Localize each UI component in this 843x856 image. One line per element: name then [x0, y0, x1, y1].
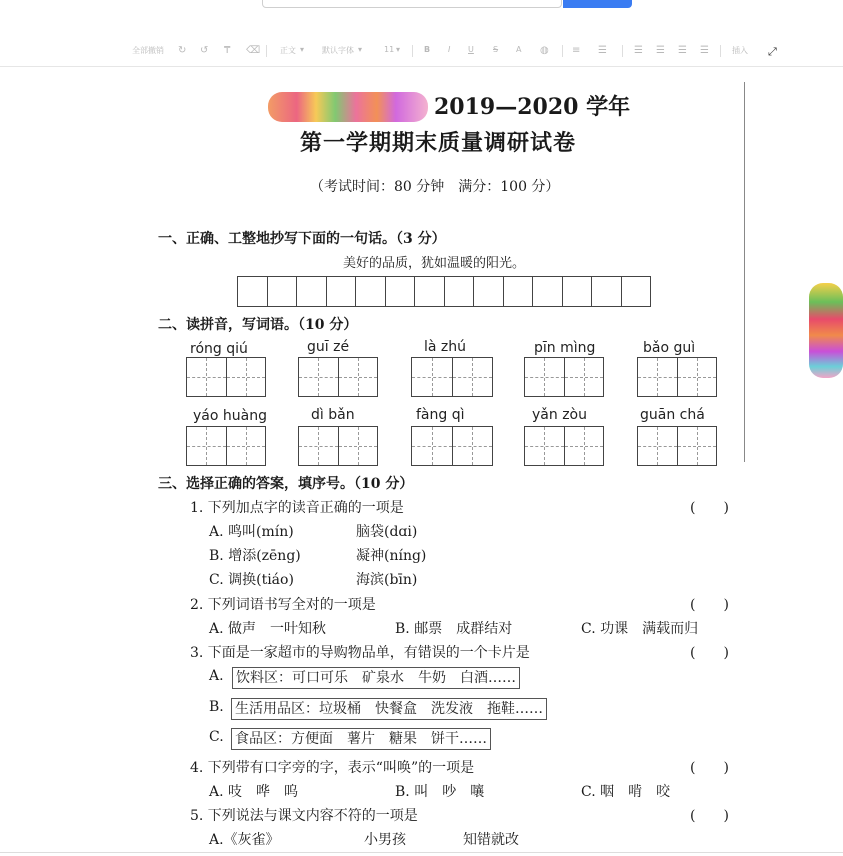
format-painter-icon[interactable]: ₸	[224, 45, 231, 56]
italic-button[interactable]: I	[448, 45, 451, 54]
pinyin-label: róng qiú	[190, 341, 248, 357]
strikethrough-button[interactable]: S	[493, 45, 499, 54]
pinyin-label: guī zé	[307, 339, 350, 355]
tianzige-box	[411, 357, 493, 397]
question-1: 1. 下列加点字的读音正确的一项是	[190, 500, 404, 516]
answer-blank: ( )	[690, 500, 729, 516]
bold-button[interactable]: B	[424, 45, 431, 54]
option-a-label: A.	[209, 668, 224, 684]
tianzige-box	[524, 426, 604, 466]
search-input[interactable]	[262, 0, 562, 8]
tianzige-box	[411, 426, 493, 466]
pinyin-label: là zhú	[424, 339, 467, 355]
font-color-button[interactable]: A	[516, 45, 522, 54]
underline-button[interactable]: U	[468, 45, 474, 54]
option-a-card: 饮料区：可口可乐 矿泉水 牛奶 白酒……	[232, 667, 520, 689]
section2-heading: 二、读拼音，写词语。（10 分）	[158, 317, 358, 333]
decorative-mosaic-tag	[809, 283, 843, 378]
highlight-icon[interactable]: ◍	[540, 45, 549, 56]
chevron-down-icon: ▾	[396, 45, 401, 54]
page-bottom-divider	[0, 852, 843, 853]
option-b: B. 叫 吵 嚷	[395, 784, 485, 800]
tianzige-box	[637, 357, 717, 397]
exam-title-year: 2019—2020 学年	[434, 94, 631, 120]
indent-icon[interactable]: ☰	[598, 45, 607, 56]
copy-writing-boxes	[237, 276, 651, 307]
answer-blank: ( )	[690, 597, 729, 613]
section1-sentence: 美好的品质，犹如温暖的阳光。	[343, 256, 526, 271]
pinyin-label: guān chá	[640, 407, 705, 423]
font-size-select[interactable]: 11	[384, 45, 395, 54]
option-a: A.《灰雀》	[209, 832, 280, 848]
font-family-select[interactable]: 默认字体	[322, 46, 354, 55]
question-2: 2. 下列词语书写全对的一项是	[190, 597, 376, 613]
pinyin-label: yáo huàng	[193, 408, 267, 424]
chevron-down-icon: ▾	[300, 45, 305, 54]
editor-toolbar	[0, 40, 843, 62]
answer-blank: ( )	[690, 760, 729, 776]
pinyin-label: dì bǎn	[311, 407, 355, 423]
align-center-icon[interactable]: ☰	[678, 45, 687, 56]
question-4: 4. 下列带有口字旁的字，表示“叫唤”的一项是	[190, 760, 475, 776]
option-c: C. 咽 啃 咬	[581, 784, 671, 800]
option-a-second: 小男孩	[364, 832, 406, 848]
tianzige-box	[186, 357, 266, 397]
tianzige-box	[298, 357, 378, 397]
tianzige-box	[186, 426, 266, 466]
tianzige-box	[637, 426, 717, 466]
pinyin-label: fàng qì	[416, 407, 465, 423]
option-c: C. 功课 满载而归	[581, 621, 699, 637]
exam-title: 第一学期期末质量调研试卷	[300, 130, 577, 156]
section1-heading: 一、正确、工整地抄写下面的一句话。（3 分）	[158, 231, 446, 247]
insert-button[interactable]: 插入	[732, 46, 748, 55]
align-icon[interactable]: ≡	[572, 45, 581, 56]
answer-blank: ( )	[690, 808, 729, 824]
question-3: 3. 下面是一家超市的导购物品单，有错误的一个卡片是	[190, 645, 530, 661]
option-c-second: 海滨(bīn)	[356, 572, 418, 588]
option-a: A. 吱 哗 呜	[209, 784, 299, 800]
section3-heading: 三、选择正确的答案，填序号。（10 分）	[158, 476, 414, 492]
answer-blank: ( )	[690, 645, 729, 661]
eraser-icon[interactable]: ⌫	[246, 45, 261, 56]
list-bullet-icon[interactable]: ☰	[634, 45, 643, 56]
option-a-third: 知错就改	[463, 832, 519, 848]
undo-icon[interactable]: ↺	[200, 45, 209, 56]
search-button[interactable]	[563, 0, 632, 8]
option-c-label: C.	[209, 729, 224, 745]
exam-info: （考试时间：80 分钟 满分：100 分）	[310, 179, 560, 195]
option-b-label: B.	[209, 699, 224, 715]
fullscreen-icon[interactable]: ⤢	[768, 45, 777, 58]
option-b-second: 凝神(níng)	[356, 548, 427, 564]
page-margin-line	[744, 82, 745, 462]
redo-icon[interactable]: ↻	[178, 45, 187, 56]
tianzige-box	[298, 426, 378, 466]
question-5: 5. 下列说法与课文内容不符的一项是	[190, 808, 418, 824]
option-b: B. 增添(zēng)	[209, 548, 301, 564]
align-right-icon[interactable]: ☰	[700, 45, 709, 56]
option-a: A. 做声 一叶知秋	[209, 621, 327, 637]
option-b: B. 邮票 成群结对	[395, 621, 513, 637]
option-c: C. 调换(tiáo)	[209, 572, 294, 588]
option-c-card: 食品区：方便面 薯片 糖果 饼干……	[231, 728, 491, 750]
list-number-icon[interactable]: ☰	[656, 45, 665, 56]
pinyin-label: yǎn zòu	[532, 407, 587, 423]
top-search-bar	[0, 0, 843, 16]
chevron-down-icon: ▾	[358, 45, 363, 54]
paragraph-style-select[interactable]: 正文	[280, 46, 296, 55]
undo-all-button[interactable]: 全部撤销	[132, 46, 164, 55]
option-a-second: 脑袋(dɑi)	[356, 524, 418, 540]
option-b-card: 生活用品区：垃圾桶 快餐盒 洗发液 拖鞋……	[231, 698, 547, 720]
redaction-mosaic	[268, 92, 428, 122]
pinyin-label: bǎo guì	[643, 340, 696, 356]
tianzige-box	[524, 357, 604, 397]
pinyin-label: pīn mìng	[534, 340, 596, 356]
option-a: A. 鸣叫(mín)	[209, 524, 294, 540]
